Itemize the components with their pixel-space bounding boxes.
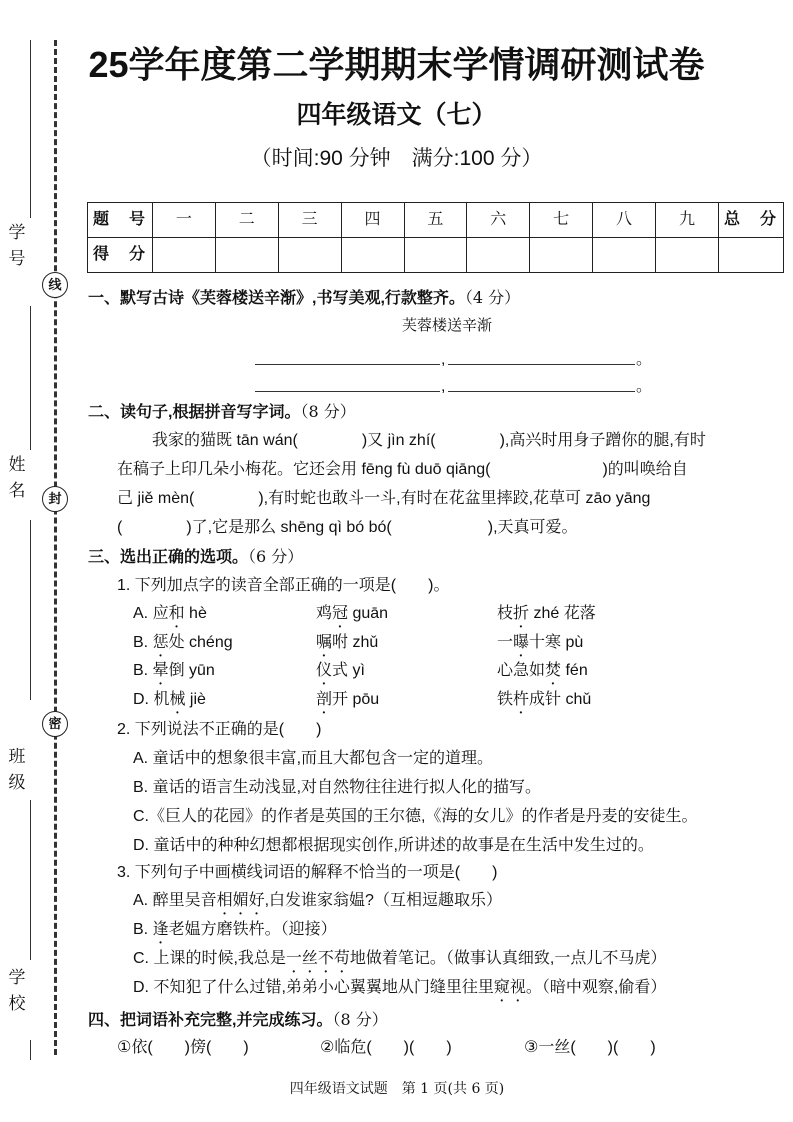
score-input-cell[interactable]	[467, 238, 530, 273]
score-table-header-cell: 六	[467, 203, 530, 238]
score-table-header-row	[88, 203, 784, 238]
period: 。	[636, 378, 653, 395]
field-name: 姓名	[8, 455, 26, 500]
question-3-option-a	[133, 892, 502, 918]
score-input-cell[interactable]	[404, 238, 467, 273]
section4-item-2: ②临危( )( )	[320, 1039, 452, 1056]
score-table-header-cell: 三	[278, 203, 341, 238]
score-table-header-cell: 七	[530, 203, 593, 238]
question-1-option-item	[497, 634, 583, 660]
text-segment: 一	[497, 634, 514, 651]
text-segment: 铁	[497, 691, 514, 708]
score-table-header-cell: 四	[341, 203, 404, 238]
poem-answer-blank[interactable]	[448, 391, 635, 392]
field-line	[30, 520, 31, 700]
emphasized-text: 窥视	[493, 979, 526, 996]
question-1-option-item	[133, 691, 206, 717]
exam-title: 25学年度第二学期期末学情调研测试卷	[88, 44, 705, 85]
text-segment: B.	[133, 634, 153, 651]
text-segment: 倒 yūn	[168, 662, 215, 679]
text-segment: 心急如	[497, 662, 546, 679]
question-2-option-d: D. 童话中的种种幻想都根据现实创作,所讲述的故事是在生活中发生过的。	[133, 837, 654, 854]
question-2-option-a: A. 童话中的想象很丰富,而且大都包含一定的道理。	[133, 750, 494, 767]
section4-heading: 四、把词语补充完整,并完成练习。（8 分）	[88, 1010, 388, 1029]
poem-answer-blank[interactable]	[255, 364, 440, 365]
text-segment: 处 chéng	[168, 634, 233, 651]
emphasized-text: 曝	[513, 634, 530, 651]
field-school: 学校	[8, 968, 26, 1013]
text-segment: jiè	[185, 691, 206, 708]
question-3-option-d	[133, 979, 666, 1005]
emphasized-text: 焚	[545, 662, 562, 679]
text-segment: D. 不知犯了什么过错,弟弟小心翼翼地从门缝里往里	[133, 979, 494, 996]
poem-title: 芙蓉楼送辛渐	[401, 317, 492, 334]
text-segment: B.	[133, 662, 153, 679]
emphasized-text: 惩	[152, 634, 169, 651]
time-and-score-info: （时间:90 分钟 满分:100 分）	[250, 147, 543, 170]
score-input-cell[interactable]	[341, 238, 404, 273]
section4-item-3: ③一丝( )( )	[524, 1039, 656, 1056]
text-segment: 。（暗中观察,偷看）	[525, 979, 667, 996]
text-segment: 老媪方磨铁杵。（迎接）	[168, 921, 337, 938]
field-line	[30, 1040, 31, 1060]
poem-answer-blank[interactable]	[255, 391, 440, 392]
emphasized-text: 械	[169, 691, 186, 708]
comma: ,	[441, 378, 446, 395]
emphasized-text: 冠	[332, 605, 349, 622]
section4-item-1: ①依( )傍( )	[117, 1039, 249, 1056]
question-1-option-item	[316, 634, 378, 660]
seal-mi: 密	[42, 711, 68, 737]
text-segment: ,白发谁家翁媪?（互相逗趣取乐）	[264, 892, 502, 909]
score-table-header-cell: 二	[215, 203, 278, 238]
section2-line: 在稿子上印几朵小梅花。它还会用 fēng fù duō qiāng( )的叫唤给自	[117, 461, 688, 478]
poem-answer-blank[interactable]	[448, 364, 635, 365]
score-input-cell[interactable]	[530, 238, 593, 273]
emphasized-text: 嘱	[316, 634, 333, 651]
section3-heading: 三、选出正确的选项。（6 分）	[88, 547, 304, 566]
question-3-option-c	[133, 950, 666, 976]
score-input-cell[interactable]	[215, 238, 278, 273]
emphasized-text: 折	[513, 605, 530, 622]
section2-line: ( )了,它是那么 shēng qì bó bó( ),天真可爱。	[117, 519, 578, 536]
section1-heading: 一、默写古诗《芙蓉楼送辛渐》,书写美观,行款整齐。（4 分）	[88, 288, 521, 307]
score-input-cell[interactable]	[593, 238, 656, 273]
text-segment: fén	[561, 662, 588, 679]
binding-dashed-line	[54, 40, 57, 1055]
period: 。	[636, 351, 653, 368]
emphasized-text: 杵	[513, 691, 530, 708]
text-segment: D. 机	[133, 691, 170, 708]
text-segment: A. 应	[133, 605, 169, 622]
text-segment: 咐 zhǔ	[332, 634, 379, 651]
text-segment: 式 yì	[332, 662, 365, 679]
score-table-header-cell: 一	[153, 203, 216, 238]
text-segment: 十寒 pù	[529, 634, 584, 651]
exam-subtitle: 四年级语文（七）	[296, 100, 497, 129]
question-3-option-b	[133, 921, 337, 947]
score-table-header-cell: 九	[656, 203, 719, 238]
question-1-option-item	[133, 662, 215, 688]
score-input-cell[interactable]	[656, 238, 719, 273]
question-1-option-item	[316, 691, 379, 717]
text-segment: B.	[133, 921, 153, 938]
emphasized-text: 相媚好	[216, 892, 265, 909]
question-1-option-item	[497, 662, 588, 688]
text-segment: 开 pōu	[332, 691, 380, 708]
question-2-option-c: C.《巨人的花园》的作者是英国的王尔德,《海的女儿》的作者是丹麦的安徒生。	[133, 808, 698, 825]
text-segment: hè	[184, 605, 207, 622]
score-input-cell[interactable]	[153, 238, 216, 273]
score-table-header-cell: 总 分	[719, 203, 784, 238]
emphasized-text: 一丝不苟	[285, 950, 350, 967]
text-segment: 枝	[497, 605, 514, 622]
emphasized-text: 晕	[152, 662, 169, 679]
emphasized-text: 和	[168, 605, 185, 622]
question-1-stem: 1. 下列加点字的读音全部正确的一项是( )。	[117, 577, 450, 594]
question-1-option-item	[316, 662, 365, 688]
field-line	[30, 306, 31, 450]
emphasized-text: 逢	[152, 921, 169, 938]
question-1-option-item	[133, 605, 207, 631]
score-table	[87, 202, 784, 273]
score-table-header-cell: 八	[593, 203, 656, 238]
seal-xian: 线	[42, 272, 68, 298]
emphasized-text: 仪	[316, 662, 333, 679]
text-segment: 地做着笔记。（做事认真细致,一点儿不马虎）	[349, 950, 667, 967]
seal-feng: 封	[42, 486, 68, 512]
text-segment: 鸡	[316, 605, 333, 622]
emphasized-text: 剖	[316, 691, 333, 708]
text-segment: guān	[348, 605, 389, 622]
question-1-option-item	[497, 691, 591, 717]
question-3-stem: 3. 下列句子中画横线词语的解释不恰当的一项是( )	[117, 864, 498, 881]
question-1-option-item	[497, 605, 596, 631]
text-segment: zhé 花落	[529, 605, 596, 622]
field-class: 班级	[8, 747, 26, 792]
question-1-option-item	[133, 634, 233, 660]
score-table-header-cell: 题 号	[88, 203, 153, 238]
question-1-option-item	[316, 605, 388, 631]
section2-line: 我家的猫既 tān wán( )又 jìn zhí( ),高兴时用身子蹭你的腿,有时	[152, 432, 706, 449]
score-input-cell[interactable]	[719, 238, 784, 273]
field-student-id: 学号	[8, 223, 26, 268]
question-2-option-b: B. 童话的语言生动浅显,对自然物往往进行拟人化的描写。	[133, 779, 542, 796]
text-segment: A. 醉里吴音	[133, 892, 217, 909]
score-row-label: 得 分	[88, 238, 153, 273]
page-footer: 四年级语文试题 第 1 页(共 6 页)	[289, 1081, 505, 1097]
comma: ,	[441, 351, 446, 368]
score-table-score-row	[88, 238, 784, 273]
section2-line: 己 jiě mèn( ),有时蛇也敢斗一斗,有时在花盆里摔跤,花草可 zāo yāng	[117, 490, 651, 507]
score-table-header-cell: 五	[404, 203, 467, 238]
section2-heading: 二、读句子,根据拼音写字词。（8 分）	[88, 402, 356, 421]
score-input-cell[interactable]	[278, 238, 341, 273]
question-2-stem: 2. 下列说法不正确的是( )	[117, 721, 322, 738]
text-segment: 成针 chǔ	[529, 691, 592, 708]
field-line	[30, 800, 31, 960]
text-segment: C. 上课的时候,我总是	[133, 950, 286, 967]
